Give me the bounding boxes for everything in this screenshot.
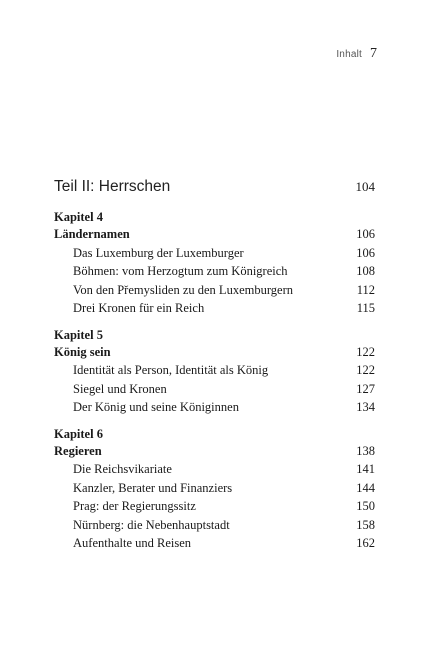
entry-title: Böhmen: vom Herzogtum zum Königreich xyxy=(73,264,288,278)
chapter-title: König sein xyxy=(54,344,111,359)
toc-entry xyxy=(54,497,375,516)
chapter-title-row xyxy=(54,225,375,244)
chapter-number: Kapitel 6 xyxy=(54,426,103,441)
entry-title: Prag: der Regierungssitz xyxy=(73,499,196,513)
entry-page: 108 xyxy=(356,264,375,278)
table-of-contents xyxy=(54,178,375,562)
chapter-4 xyxy=(54,209,375,318)
chapter-title: Ländernamen xyxy=(54,227,130,241)
part-page: 104 xyxy=(355,179,375,194)
part-heading xyxy=(54,178,375,200)
entry-title: Von den Přemysliden zu den Luxemburgern xyxy=(73,282,293,297)
chapter-page: 106 xyxy=(356,227,375,241)
toc-entry xyxy=(54,361,375,380)
entry-title: Drei Kronen für ein Reich xyxy=(73,301,205,315)
toc-entry xyxy=(54,534,375,553)
toc-entry xyxy=(54,380,375,399)
chapter-page: 122 xyxy=(356,344,375,359)
entry-title: Aufenthalte und Reisen xyxy=(73,536,192,550)
chapter-6 xyxy=(54,426,375,553)
chapter-title-row xyxy=(54,343,375,362)
toc-entry xyxy=(54,398,375,417)
toc-entry xyxy=(54,262,375,281)
entry-title: Die Reichsvikariate xyxy=(73,462,172,476)
entry-page: 122 xyxy=(356,363,375,377)
entry-page: 106 xyxy=(356,245,375,260)
chapter-5 xyxy=(54,327,375,417)
entry-title: Siegel und Kronen xyxy=(73,381,167,396)
running-head xyxy=(336,46,377,62)
entry-page: 162 xyxy=(356,536,375,550)
chapter-title: Regieren xyxy=(54,443,102,458)
entry-title: Das Luxemburg der Luxemburger xyxy=(73,245,244,260)
chapter-number: Kapitel 4 xyxy=(54,210,103,224)
page-number: 7 xyxy=(370,46,377,61)
entry-page: 115 xyxy=(356,301,375,315)
entry-page: 134 xyxy=(356,400,375,414)
toc-entry xyxy=(54,244,375,263)
entry-title: Nürnberg: die Nebenhauptstadt xyxy=(73,517,230,532)
chapter-page: 138 xyxy=(356,443,375,458)
toc-entry xyxy=(54,460,375,479)
entry-title: Identität als Person, Identität als König xyxy=(73,363,269,377)
entry-page: 141 xyxy=(356,462,375,476)
running-head-label: Inhalt xyxy=(336,49,362,60)
part-title: Teil II: Herrschen xyxy=(54,178,171,195)
entry-page: 150 xyxy=(356,499,375,513)
toc-entry xyxy=(54,299,375,318)
chapter-number: Kapitel 5 xyxy=(54,327,103,342)
toc-entry xyxy=(54,281,375,300)
entry-page: 112 xyxy=(356,282,375,297)
entry-title: Kanzler, Berater und Finanziers xyxy=(73,480,233,495)
entry-page: 144 xyxy=(356,480,375,495)
toc-entry xyxy=(54,516,375,535)
chapter-title-row xyxy=(54,442,375,461)
entry-page: 158 xyxy=(356,517,375,532)
entry-title: Der König und seine Königinnen xyxy=(73,400,239,414)
entry-page: 127 xyxy=(356,381,375,396)
toc-entry xyxy=(54,479,375,498)
